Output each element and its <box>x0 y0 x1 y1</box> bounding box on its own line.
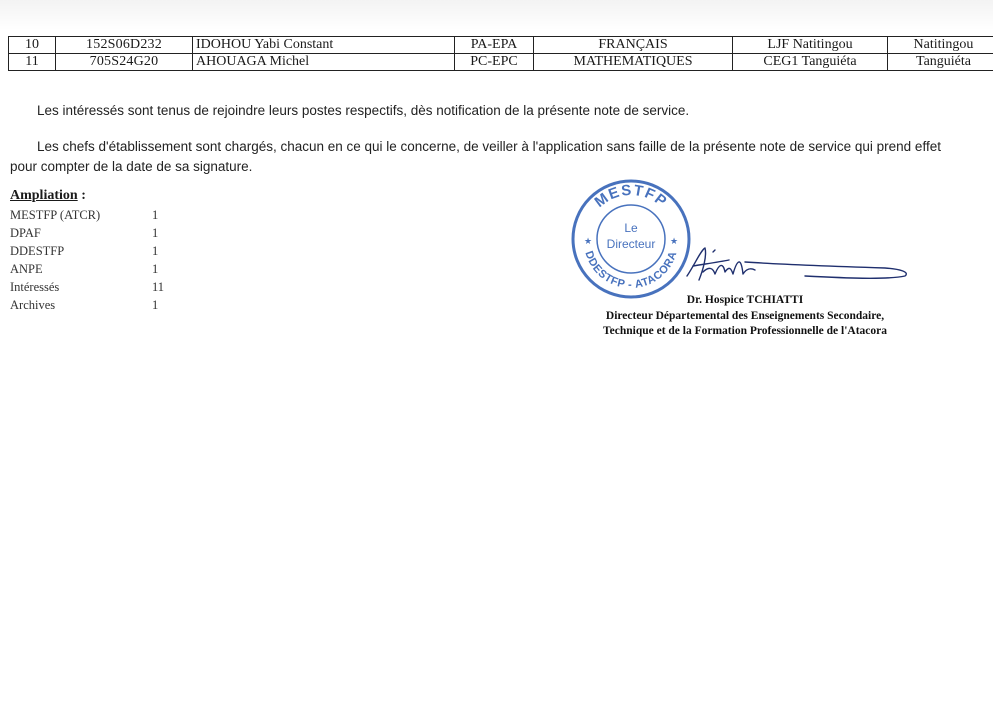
ampliation-item <box>10 224 210 242</box>
ampliation-count: 1 <box>152 208 159 222</box>
discipline-cell: FRANÇAIS <box>534 37 733 54</box>
etablissement-cell: LJF Natitingou <box>733 37 888 54</box>
table-row <box>9 37 993 54</box>
ampliation-count: 1 <box>152 244 159 258</box>
name-cell: AHOUAGA Michel <box>193 54 455 71</box>
commune-cell: Natitingou <box>888 37 993 54</box>
ampliation-count: 1 <box>152 298 159 312</box>
stamp-top-text: MESTFP <box>591 181 671 212</box>
ampliation-count: 1 <box>152 226 159 240</box>
ampliation-item <box>10 206 210 224</box>
ampliation-item <box>10 296 210 314</box>
matricule-cell: 705S24G20 <box>56 54 193 71</box>
ampliation-item <box>10 260 210 278</box>
signatory-title-line-2: Technique et de la Formation Professionnelle de l'Atacora <box>603 325 887 337</box>
ampliation-list <box>10 206 210 314</box>
ampliation-label: DPAF <box>10 226 41 240</box>
ampliation-count: 1 <box>152 262 159 276</box>
stamp-bottom-text: DDESTFP - ATACORA <box>582 249 680 292</box>
ampliation-label: DDESTFP <box>10 244 65 258</box>
signatory-name: Dr. Hospice TCHIATTI <box>686 294 804 306</box>
grade-cell: PA-EPA <box>455 37 534 54</box>
commune-cell: Tanguiéta <box>888 54 993 71</box>
scan-top-smear <box>0 0 993 30</box>
matricule-cell: 152S06D232 <box>56 37 193 54</box>
ampliation-label: Intéressés <box>10 280 60 294</box>
table-row <box>9 54 993 71</box>
official-stamp <box>570 178 692 300</box>
ampliation-label: Archives <box>10 298 56 312</box>
ampliation-label: MESTFP (ATCR) <box>10 208 101 222</box>
stamp-center-line-2: Directeur <box>606 237 656 251</box>
signatory-title-line-1: Directeur Départemental des Enseignements Secondaire, <box>605 309 885 322</box>
ampliation-title: Ampliation : <box>10 188 86 203</box>
etablissement-cell: CEG1 Tanguiéta <box>733 54 888 71</box>
ampliation-item <box>10 278 210 296</box>
stamp-star-left: ★ <box>584 237 593 247</box>
stamp-star-right: ★ <box>670 237 679 247</box>
notification-paragraph: Les intéressés sont tenus de rejoindre leurs postes respectifs, dès notification de la présente note de service. <box>37 103 690 118</box>
row-number-cell: 11 <box>9 54 56 71</box>
stamp-center-line-1: Le <box>624 221 638 235</box>
discipline-cell: MATHEMATIQUES <box>534 54 733 71</box>
ampliation-section <box>10 187 210 314</box>
assignment-table <box>8 36 993 71</box>
grade-cell: PC-EPC <box>455 54 534 71</box>
ampliation-item <box>10 242 210 260</box>
application-paragraph: Les chefs d'établissement sont chargés, chacun en ce qui le concerne, de veiller à l'application sans faille de la présente note de service qui prend effet pour compter de la date de sa signature. <box>10 139 941 174</box>
ampliation-label: ANPE <box>10 262 43 276</box>
row-number-cell: 10 <box>9 37 56 54</box>
ampliation-count: 11 <box>152 280 165 294</box>
name-cell: IDOHOU Yabi Constant <box>193 37 455 54</box>
handwritten-signature <box>685 246 915 286</box>
signature-block <box>560 293 930 340</box>
